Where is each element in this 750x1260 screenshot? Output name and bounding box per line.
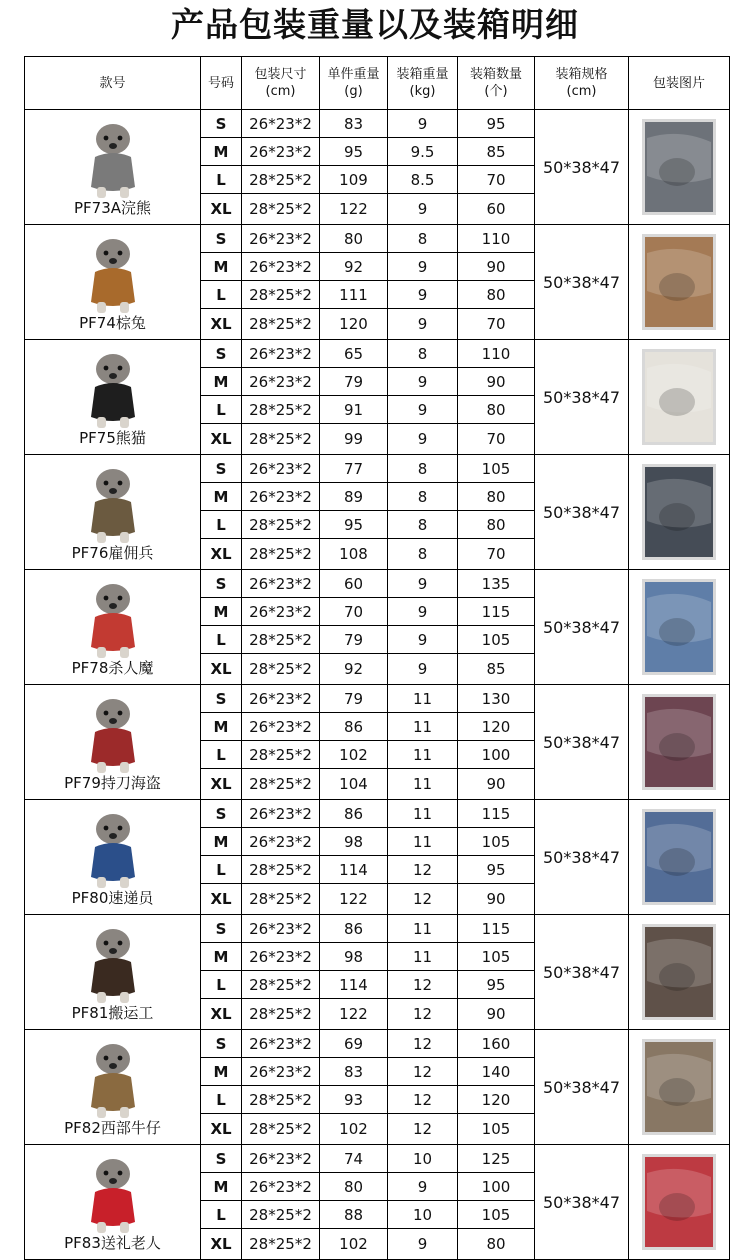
box-qty-cell: 100 <box>458 1173 535 1201</box>
box-qty-cell: 105 <box>458 1201 535 1229</box>
pack-size-cell: 26*23*2 <box>242 713 320 741</box>
unit-weight-cell: 99 <box>320 424 388 455</box>
header-row <box>25 57 730 110</box>
box-spec-cell: 50*38*47 <box>535 340 629 455</box>
box-weight-cell: 9 <box>388 1229 458 1260</box>
unit-weight-cell: 122 <box>320 999 388 1030</box>
product-name: PF80速递员 <box>71 889 154 907</box>
box-weight-cell: 11 <box>388 685 458 713</box>
size-cell: M <box>201 1173 242 1201</box>
pack-size-cell: 28*25*2 <box>242 999 320 1030</box>
box-qty-cell: 95 <box>458 110 535 138</box>
unit-weight-cell: 86 <box>320 800 388 828</box>
box-weight-cell: 9 <box>388 110 458 138</box>
box-weight-cell: 8 <box>388 511 458 539</box>
box-spec-cell: 50*38*47 <box>535 685 629 800</box>
box-qty-cell: 80 <box>458 483 535 511</box>
box-weight-cell: 8 <box>388 340 458 368</box>
size-cell: M <box>201 483 242 511</box>
box-qty-cell: 105 <box>458 626 535 654</box>
box-qty-cell: 130 <box>458 685 535 713</box>
unit-weight-cell: 80 <box>320 1173 388 1201</box>
pack-size-cell: 28*25*2 <box>242 166 320 194</box>
box-weight-cell: 12 <box>388 971 458 999</box>
dog-costume-photo <box>75 692 151 776</box>
packing-table <box>24 56 730 1260</box>
box-weight-cell: 8 <box>388 539 458 570</box>
package-photo-cell <box>629 1145 730 1260</box>
product-cell <box>25 570 201 685</box>
box-qty-cell: 105 <box>458 1114 535 1145</box>
box-qty-cell: 90 <box>458 884 535 915</box>
size-cell: S <box>201 225 242 253</box>
pack-size-cell: 28*25*2 <box>242 741 320 769</box>
box-weight-cell: 9 <box>388 654 458 685</box>
box-weight-cell: 11 <box>388 800 458 828</box>
unit-weight-cell: 111 <box>320 281 388 309</box>
package-photo-cell <box>629 800 730 915</box>
unit-weight-cell: 70 <box>320 598 388 626</box>
size-cell: S <box>201 1030 242 1058</box>
box-weight-cell: 9 <box>388 570 458 598</box>
size-cell: M <box>201 368 242 396</box>
unit-weight-cell: 102 <box>320 1114 388 1145</box>
unit-weight-cell: 88 <box>320 1201 388 1229</box>
pack-size-cell: 26*23*2 <box>242 570 320 598</box>
box-weight-cell: 9 <box>388 626 458 654</box>
box-qty-cell: 115 <box>458 915 535 943</box>
box-qty-cell: 80 <box>458 1229 535 1260</box>
package-photo-cell <box>629 685 730 800</box>
package-photo-cell <box>629 455 730 570</box>
box-spec-cell: 50*38*47 <box>535 225 629 340</box>
box-weight-cell: 9.5 <box>388 138 458 166</box>
size-cell: L <box>201 741 242 769</box>
pack-size-cell: 28*25*2 <box>242 626 320 654</box>
size-cell: S <box>201 685 242 713</box>
dog-costume-photo <box>75 807 151 891</box>
box-qty-cell: 70 <box>458 309 535 340</box>
product-name: PF74棕兔 <box>79 314 146 332</box>
unit-weight-cell: 83 <box>320 110 388 138</box>
box-qty-cell: 90 <box>458 769 535 800</box>
package-photo <box>641 923 717 1021</box>
header-box-weight: 装箱重量 (kg) <box>388 57 458 110</box>
box-weight-cell: 11 <box>388 828 458 856</box>
product-cell <box>25 455 201 570</box>
size-cell: L <box>201 511 242 539</box>
box-qty-cell: 100 <box>458 741 535 769</box>
header-pack-size: 包装尺寸 (cm) <box>242 57 320 110</box>
unit-weight-cell: 92 <box>320 654 388 685</box>
size-cell: XL <box>201 1229 242 1260</box>
product-name: PF73A浣熊 <box>73 199 152 217</box>
size-cell: M <box>201 1058 242 1086</box>
dog-costume-photo <box>75 462 151 546</box>
unit-weight-cell: 98 <box>320 943 388 971</box>
dog-costume-photo <box>75 577 151 661</box>
unit-weight-cell: 95 <box>320 511 388 539</box>
unit-weight-cell: 98 <box>320 828 388 856</box>
size-cell: XL <box>201 654 242 685</box>
unit-weight-cell: 89 <box>320 483 388 511</box>
size-cell: XL <box>201 884 242 915</box>
pack-size-cell: 28*25*2 <box>242 424 320 455</box>
box-qty-cell: 90 <box>458 999 535 1030</box>
package-photo-cell <box>629 340 730 455</box>
box-qty-cell: 125 <box>458 1145 535 1173</box>
table-row <box>25 225 730 253</box>
product-name: PF81搬运工 <box>71 1004 154 1022</box>
unit-weight-cell: 86 <box>320 713 388 741</box>
unit-weight-cell: 69 <box>320 1030 388 1058</box>
box-qty-cell: 70 <box>458 166 535 194</box>
pack-size-cell: 26*23*2 <box>242 828 320 856</box>
unit-weight-cell: 77 <box>320 455 388 483</box>
box-spec-cell: 50*38*47 <box>535 455 629 570</box>
product-name: PF79持刀海盗 <box>64 774 161 792</box>
size-cell: M <box>201 138 242 166</box>
product-name: PF83送礼老人 <box>64 1234 161 1252</box>
size-cell: L <box>201 281 242 309</box>
size-cell: XL <box>201 539 242 570</box>
header-pkg-photo: 包装图片 <box>629 57 730 110</box>
box-qty-cell: 70 <box>458 539 535 570</box>
size-cell: M <box>201 713 242 741</box>
product-name: PF75熊猫 <box>79 429 146 447</box>
box-weight-cell: 11 <box>388 769 458 800</box>
unit-weight-cell: 102 <box>320 741 388 769</box>
product-name: PF82西部牛仔 <box>64 1119 161 1137</box>
box-weight-cell: 9 <box>388 253 458 281</box>
size-cell: M <box>201 253 242 281</box>
box-weight-cell: 9 <box>388 598 458 626</box>
product-cell <box>25 340 201 455</box>
package-photo <box>641 1038 717 1136</box>
dog-costume-photo <box>75 1152 151 1236</box>
unit-weight-cell: 92 <box>320 253 388 281</box>
size-cell: L <box>201 626 242 654</box>
box-weight-cell: 12 <box>388 1114 458 1145</box>
table-row <box>25 685 730 713</box>
box-qty-cell: 85 <box>458 138 535 166</box>
header-unit-weight: 单件重量 (g) <box>320 57 388 110</box>
box-qty-cell: 90 <box>458 368 535 396</box>
pack-size-cell: 26*23*2 <box>242 253 320 281</box>
size-cell: L <box>201 971 242 999</box>
size-cell: XL <box>201 769 242 800</box>
unit-weight-cell: 102 <box>320 1229 388 1260</box>
box-spec-cell: 50*38*47 <box>535 570 629 685</box>
box-qty-cell: 105 <box>458 828 535 856</box>
package-photo-cell <box>629 915 730 1030</box>
size-cell: S <box>201 570 242 598</box>
size-cell: S <box>201 340 242 368</box>
box-weight-cell: 11 <box>388 741 458 769</box>
product-cell <box>25 225 201 340</box>
box-spec-cell: 50*38*47 <box>535 110 629 225</box>
unit-weight-cell: 79 <box>320 368 388 396</box>
unit-weight-cell: 109 <box>320 166 388 194</box>
pack-size-cell: 28*25*2 <box>242 539 320 570</box>
package-photo <box>641 118 717 216</box>
box-qty-cell: 70 <box>458 424 535 455</box>
box-spec-cell: 50*38*47 <box>535 915 629 1030</box>
unit-weight-cell: 79 <box>320 685 388 713</box>
size-cell: S <box>201 915 242 943</box>
pack-size-cell: 26*23*2 <box>242 685 320 713</box>
box-weight-cell: 9 <box>388 396 458 424</box>
size-cell: S <box>201 110 242 138</box>
size-cell: M <box>201 598 242 626</box>
box-weight-cell: 9 <box>388 281 458 309</box>
package-photo-cell <box>629 110 730 225</box>
box-qty-cell: 80 <box>458 396 535 424</box>
box-spec-cell: 50*38*47 <box>535 1030 629 1145</box>
size-cell: S <box>201 800 242 828</box>
box-weight-cell: 12 <box>388 884 458 915</box>
package-photo <box>641 578 717 676</box>
product-cell <box>25 915 201 1030</box>
box-qty-cell: 60 <box>458 194 535 225</box>
box-qty-cell: 90 <box>458 253 535 281</box>
table-row <box>25 915 730 943</box>
pack-size-cell: 26*23*2 <box>242 1145 320 1173</box>
box-weight-cell: 9 <box>388 1173 458 1201</box>
pack-size-cell: 28*25*2 <box>242 309 320 340</box>
size-cell: S <box>201 1145 242 1173</box>
box-weight-cell: 12 <box>388 1086 458 1114</box>
size-cell: XL <box>201 309 242 340</box>
box-weight-cell: 11 <box>388 713 458 741</box>
size-cell: L <box>201 166 242 194</box>
product-name: PF78杀人魔 <box>71 659 154 677</box>
box-qty-cell: 80 <box>458 511 535 539</box>
table-row <box>25 1030 730 1058</box>
pack-size-cell: 28*25*2 <box>242 281 320 309</box>
table-row <box>25 1145 730 1173</box>
header-box-qty: 装箱数量 (个) <box>458 57 535 110</box>
package-photo-cell <box>629 1030 730 1145</box>
pack-size-cell: 26*23*2 <box>242 1030 320 1058</box>
pack-size-cell: 26*23*2 <box>242 483 320 511</box>
unit-weight-cell: 91 <box>320 396 388 424</box>
box-qty-cell: 80 <box>458 281 535 309</box>
box-qty-cell: 120 <box>458 713 535 741</box>
table-row <box>25 340 730 368</box>
box-weight-cell: 12 <box>388 999 458 1030</box>
box-qty-cell: 105 <box>458 943 535 971</box>
unit-weight-cell: 122 <box>320 194 388 225</box>
box-weight-cell: 8 <box>388 483 458 511</box>
pack-size-cell: 28*25*2 <box>242 511 320 539</box>
box-weight-cell: 12 <box>388 856 458 884</box>
dog-costume-photo <box>75 347 151 431</box>
pack-size-cell: 26*23*2 <box>242 800 320 828</box>
pack-size-cell: 26*23*2 <box>242 110 320 138</box>
pack-size-cell: 28*25*2 <box>242 769 320 800</box>
box-weight-cell: 8 <box>388 455 458 483</box>
pack-size-cell: 28*25*2 <box>242 971 320 999</box>
box-weight-cell: 11 <box>388 943 458 971</box>
package-photo <box>641 348 717 446</box>
pack-size-cell: 28*25*2 <box>242 1114 320 1145</box>
pack-size-cell: 28*25*2 <box>242 1201 320 1229</box>
size-cell: M <box>201 828 242 856</box>
pack-size-cell: 26*23*2 <box>242 368 320 396</box>
package-photo <box>641 1153 717 1251</box>
box-spec-cell: 50*38*47 <box>535 1145 629 1260</box>
unit-weight-cell: 74 <box>320 1145 388 1173</box>
unit-weight-cell: 95 <box>320 138 388 166</box>
product-name: PF76雇佣兵 <box>71 544 154 562</box>
box-weight-cell: 8.5 <box>388 166 458 194</box>
size-cell: XL <box>201 1114 242 1145</box>
size-cell: L <box>201 856 242 884</box>
table-row <box>25 800 730 828</box>
page-title: 产品包装重量以及装箱明细 <box>171 5 579 44</box>
package-photo-cell <box>629 570 730 685</box>
box-qty-cell: 110 <box>458 340 535 368</box>
box-weight-cell: 11 <box>388 915 458 943</box>
size-cell: S <box>201 455 242 483</box>
table-row <box>25 110 730 138</box>
unit-weight-cell: 79 <box>320 626 388 654</box>
size-cell: L <box>201 1086 242 1114</box>
pack-size-cell: 26*23*2 <box>242 225 320 253</box>
box-weight-cell: 9 <box>388 424 458 455</box>
dog-costume-photo <box>75 232 151 316</box>
table-row <box>25 455 730 483</box>
product-cell <box>25 1145 201 1260</box>
unit-weight-cell: 104 <box>320 769 388 800</box>
package-photo-cell <box>629 225 730 340</box>
package-photo <box>641 463 717 561</box>
pack-size-cell: 26*23*2 <box>242 1173 320 1201</box>
package-photo <box>641 693 717 791</box>
box-qty-cell: 160 <box>458 1030 535 1058</box>
unit-weight-cell: 80 <box>320 225 388 253</box>
box-weight-cell: 12 <box>388 1058 458 1086</box>
dog-costume-photo <box>75 922 151 1006</box>
box-weight-cell: 10 <box>388 1145 458 1173</box>
box-weight-cell: 8 <box>388 225 458 253</box>
size-cell: L <box>201 1201 242 1229</box>
unit-weight-cell: 86 <box>320 915 388 943</box>
pack-size-cell: 28*25*2 <box>242 1229 320 1260</box>
pack-size-cell: 28*25*2 <box>242 856 320 884</box>
header-size: 号码 <box>201 57 242 110</box>
box-qty-cell: 95 <box>458 856 535 884</box>
box-weight-cell: 12 <box>388 1030 458 1058</box>
pack-size-cell: 28*25*2 <box>242 1086 320 1114</box>
dog-costume-photo <box>75 1037 151 1121</box>
pack-size-cell: 26*23*2 <box>242 915 320 943</box>
product-cell <box>25 685 201 800</box>
pack-size-cell: 26*23*2 <box>242 943 320 971</box>
box-qty-cell: 115 <box>458 598 535 626</box>
product-cell <box>25 110 201 225</box>
product-cell <box>25 1030 201 1145</box>
dog-costume-photo <box>75 117 151 201</box>
unit-weight-cell: 114 <box>320 856 388 884</box>
unit-weight-cell: 120 <box>320 309 388 340</box>
box-qty-cell: 95 <box>458 971 535 999</box>
box-qty-cell: 115 <box>458 800 535 828</box>
box-weight-cell: 9 <box>388 368 458 396</box>
unit-weight-cell: 122 <box>320 884 388 915</box>
box-qty-cell: 120 <box>458 1086 535 1114</box>
product-cell <box>25 800 201 915</box>
pack-size-cell: 26*23*2 <box>242 1058 320 1086</box>
box-qty-cell: 140 <box>458 1058 535 1086</box>
box-qty-cell: 85 <box>458 654 535 685</box>
unit-weight-cell: 114 <box>320 971 388 999</box>
header-model: 款号 <box>25 57 201 110</box>
box-qty-cell: 135 <box>458 570 535 598</box>
pack-size-cell: 28*25*2 <box>242 396 320 424</box>
size-cell: L <box>201 396 242 424</box>
box-qty-cell: 110 <box>458 225 535 253</box>
box-weight-cell: 9 <box>388 194 458 225</box>
box-qty-cell: 105 <box>458 455 535 483</box>
size-cell: XL <box>201 194 242 225</box>
pack-size-cell: 26*23*2 <box>242 340 320 368</box>
size-cell: XL <box>201 999 242 1030</box>
unit-weight-cell: 60 <box>320 570 388 598</box>
size-cell: XL <box>201 424 242 455</box>
box-weight-cell: 10 <box>388 1201 458 1229</box>
pack-size-cell: 26*23*2 <box>242 455 320 483</box>
pack-size-cell: 28*25*2 <box>242 654 320 685</box>
pack-size-cell: 26*23*2 <box>242 598 320 626</box>
unit-weight-cell: 93 <box>320 1086 388 1114</box>
package-photo <box>641 808 717 906</box>
package-photo <box>641 233 717 331</box>
pack-size-cell: 26*23*2 <box>242 138 320 166</box>
pack-size-cell: 28*25*2 <box>242 884 320 915</box>
unit-weight-cell: 65 <box>320 340 388 368</box>
unit-weight-cell: 83 <box>320 1058 388 1086</box>
table-row <box>25 570 730 598</box>
pack-size-cell: 28*25*2 <box>242 194 320 225</box>
unit-weight-cell: 108 <box>320 539 388 570</box>
size-cell: M <box>201 943 242 971</box>
box-spec-cell: 50*38*47 <box>535 800 629 915</box>
box-weight-cell: 9 <box>388 309 458 340</box>
header-box-spec: 装箱规格 (cm) <box>535 57 629 110</box>
